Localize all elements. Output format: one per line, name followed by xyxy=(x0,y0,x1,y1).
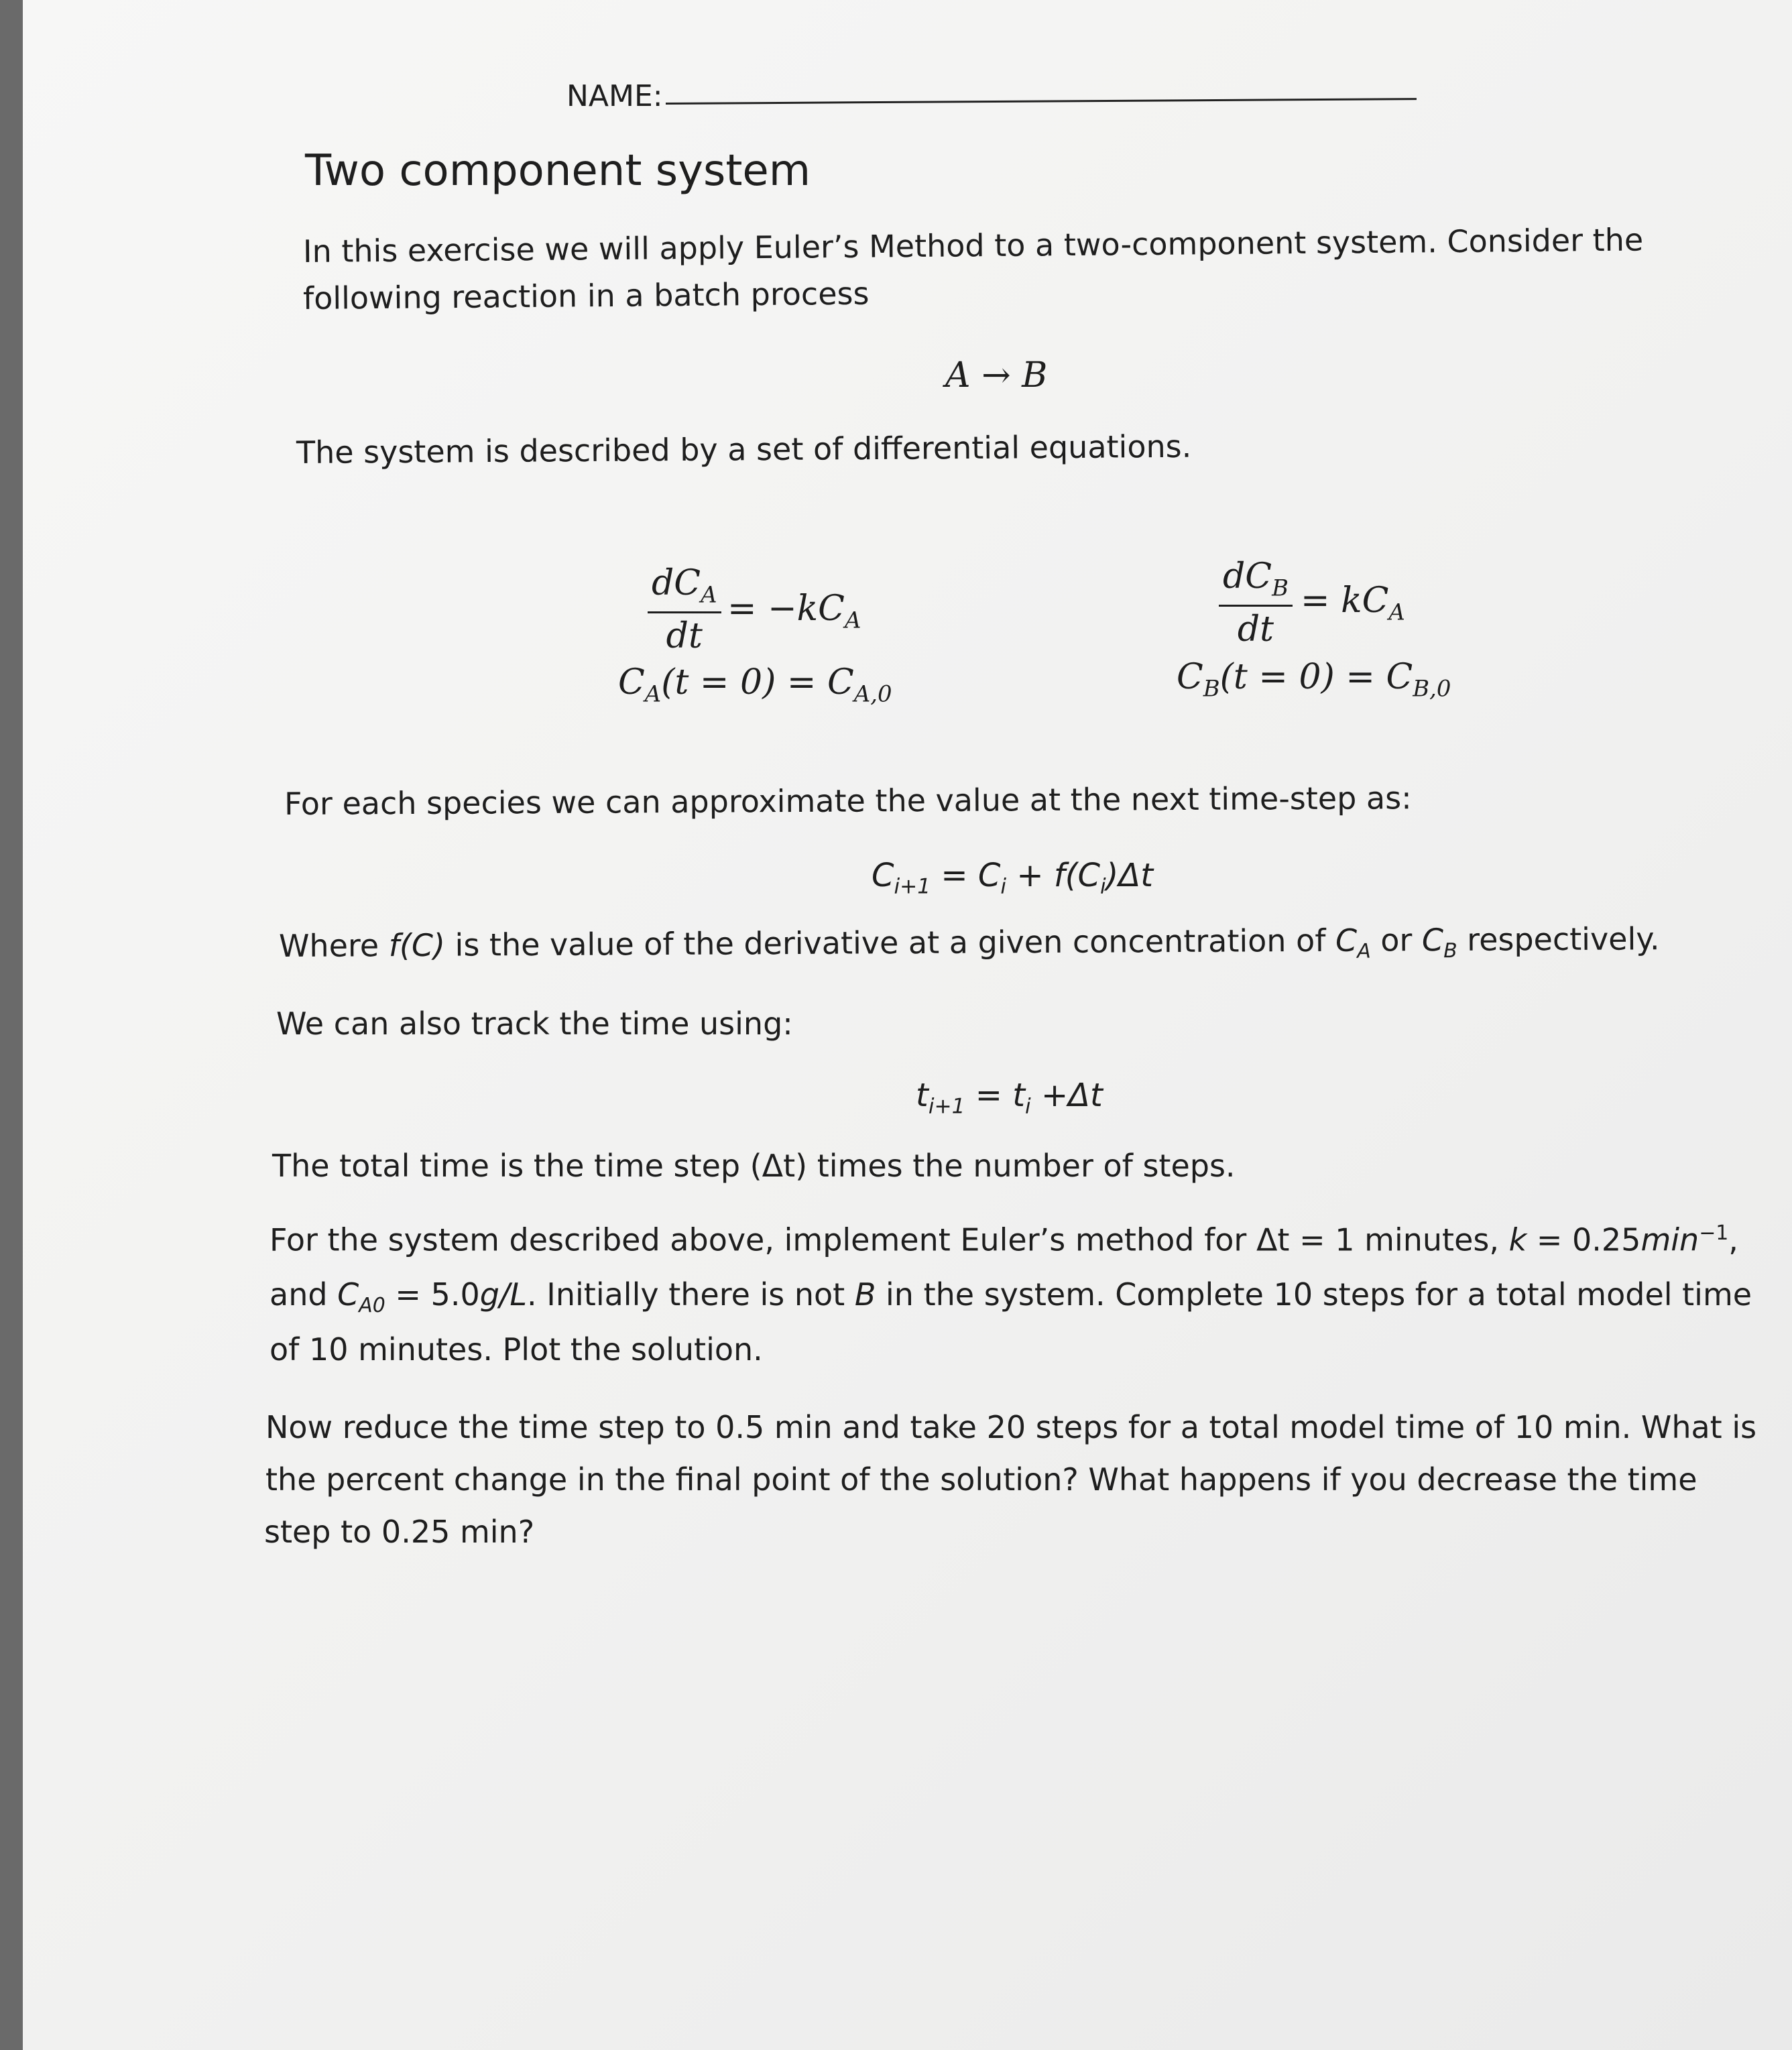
total-time-text: The total time is the time step (Δt) times the number of steps. xyxy=(272,1148,1236,1184)
where-text: Where f(C) is the value of the derivative at a given concentration of $C_A$ or $C_B$ respectively. xyxy=(278,920,1660,964)
task2-line-3: step to 0.25 min? xyxy=(264,1514,535,1550)
dcb-dt-fraction: $dC_B$ dt xyxy=(1219,556,1293,650)
intro-line-1: In this exercise we will apply Euler’s Method to a two-component system. Consider the xyxy=(302,221,1644,269)
name-label: NAME: xyxy=(566,79,663,113)
system-description: The system is described by a set of differential equations. xyxy=(296,428,1192,471)
time-formula: $t_{i+1} = t_i +\Delta t$ xyxy=(916,1077,1103,1119)
dca-dt-fraction: $dC_A$ dt xyxy=(648,563,721,656)
ca-initial-condition: $C_A(t = 0) = C_{A,0}$ xyxy=(618,662,892,707)
approximation-text: For each species we can approximate the value at the next time-step as: xyxy=(284,780,1412,822)
task2-line-2: the percent change in the final point of the solution? What happens if you decrease the time xyxy=(265,1461,1697,1498)
intro-line-2: following reaction in a batch process xyxy=(302,275,870,316)
dca-dt-rhs: = $-kC_A$ xyxy=(727,589,861,634)
task2-line-1: Now reduce the time step to 0.5 min and take 20 steps for a total model time of 10 min. What is xyxy=(265,1409,1757,1445)
cb-initial-condition: $C_B(t = 0) = C_{B,0}$ xyxy=(1177,657,1451,702)
task1-line-3: of 10 minutes. Plot the solution. xyxy=(270,1331,763,1368)
task1-line-1: For the system described above, implement Euler’s method for Δt = 1 minutes, $k = 0.25\min^{-1}$, xyxy=(270,1221,1738,1258)
time-track-text: We can also track the time using: xyxy=(276,1006,793,1042)
dcb-dt-rhs: = $kC_A$ xyxy=(1301,581,1405,625)
euler-formula: $C_{i+1} = C_i + f(C_i)\Delta t$ xyxy=(872,857,1154,899)
page-title: Two component system xyxy=(305,146,811,196)
task1-line-2: and $C_{A0} = 5.0g/L$. Initially there is not B in the system. Complete 10 steps for a total model time xyxy=(270,1276,1752,1318)
reaction-equation: A → B xyxy=(945,355,1048,396)
background-edge xyxy=(0,0,23,2050)
